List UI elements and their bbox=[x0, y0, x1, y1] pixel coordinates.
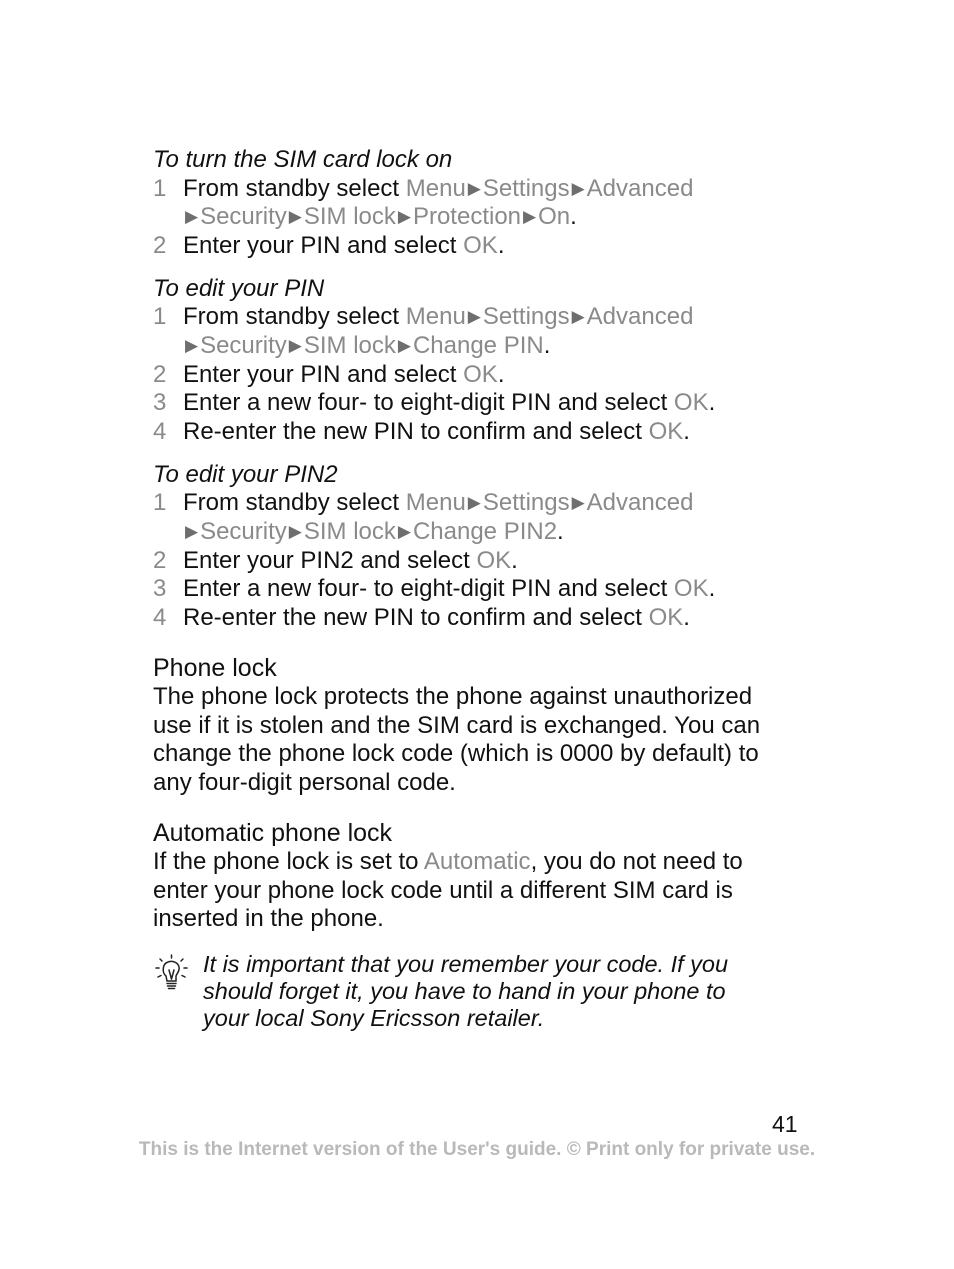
step-2: 2 Enter your PIN and select OK. bbox=[153, 361, 505, 388]
step-3: 3 Enter a new four- to eight-digit PIN and select OK. bbox=[153, 389, 716, 416]
ok-softkey: OK bbox=[648, 604, 684, 631]
arrow-icon: ▶ bbox=[288, 522, 302, 541]
step-1-continued: ▶Security ▶SIM lock ▶Change PIN. bbox=[185, 332, 551, 359]
arrow-icon: ▶ bbox=[397, 207, 411, 226]
automatic-option: Automatic bbox=[423, 848, 531, 875]
step-3: 3 Enter a new four- to eight-digit PIN and select OK. bbox=[153, 575, 716, 602]
arrow-icon: ▶ bbox=[571, 307, 585, 326]
menu-item: Change PIN2 bbox=[412, 518, 558, 545]
ok-softkey: OK bbox=[463, 232, 498, 259]
menu-item: Settings bbox=[482, 303, 570, 330]
section-title-edit-pin: To edit your PIN bbox=[153, 275, 325, 302]
ok-softkey: OK bbox=[476, 547, 512, 574]
ok-softkey: OK bbox=[673, 575, 709, 602]
arrow-icon: ▶ bbox=[467, 179, 481, 198]
step-number: 4 bbox=[153, 604, 167, 631]
menu-item: Advanced bbox=[586, 175, 694, 202]
menu-item: On bbox=[538, 203, 571, 230]
arrow-icon: ▶ bbox=[288, 336, 302, 355]
menu-item: Security bbox=[200, 518, 287, 545]
arrow-icon: ▶ bbox=[288, 207, 302, 226]
ok-softkey: OK bbox=[463, 361, 498, 388]
step-2: 2 Enter your PIN2 and select OK. bbox=[153, 547, 518, 574]
arrow-icon: ▶ bbox=[397, 522, 411, 541]
automatic-lock-paragraph: If the phone lock is set to Automatic, you do not need to enter your phone lock code until a different SIM card is inserted in the phone. bbox=[153, 848, 743, 933]
lightbulb-icon bbox=[152, 954, 194, 994]
step-number: 1 bbox=[153, 303, 167, 330]
arrow-icon: ▶ bbox=[185, 522, 199, 541]
menu-item: Advanced bbox=[586, 303, 694, 330]
menu-item: SIM lock bbox=[303, 203, 396, 230]
ok-softkey: OK bbox=[673, 389, 709, 416]
menu-item: Settings bbox=[482, 489, 570, 516]
section-title-edit-pin2: To edit your PIN2 bbox=[153, 461, 338, 488]
step-2: 2 Enter your PIN and select OK. bbox=[153, 232, 505, 259]
section-title-sim-lock-on: To turn the SIM card lock on bbox=[153, 146, 453, 173]
arrow-icon: ▶ bbox=[467, 307, 481, 326]
step-1: 1 From standby select Menu ▶Settings ▶Advanced bbox=[153, 175, 694, 202]
menu-item: Menu bbox=[405, 489, 466, 516]
step-number: 1 bbox=[153, 175, 167, 202]
menu-item: Menu bbox=[405, 175, 466, 202]
arrow-icon: ▶ bbox=[467, 493, 481, 512]
step-number: 1 bbox=[153, 489, 167, 516]
footer-notice: This is the Internet version of the User's guide. © Print only for private use. bbox=[138, 1139, 816, 1160]
tip-note: It is important that you remember your code. If you should forget it, you have to hand in your phone to your local Sony Ericsson retailer. bbox=[203, 951, 729, 1031]
step-1: 1 From standby select Menu ▶Settings ▶Advanced bbox=[153, 303, 694, 330]
step-number: 3 bbox=[153, 389, 167, 416]
arrow-icon: ▶ bbox=[397, 336, 411, 355]
ok-softkey: OK bbox=[648, 418, 684, 445]
arrow-icon: ▶ bbox=[185, 336, 199, 355]
step-4: 4 Re-enter the new PIN to confirm and select OK. bbox=[153, 604, 690, 631]
arrow-icon: ▶ bbox=[571, 493, 585, 512]
arrow-icon: ▶ bbox=[523, 207, 537, 226]
step-4: 4 Re-enter the new PIN to confirm and select OK. bbox=[153, 418, 690, 445]
menu-item: SIM lock bbox=[303, 518, 396, 545]
heading-phone-lock: Phone lock bbox=[153, 654, 277, 682]
page-number: 41 bbox=[772, 1111, 798, 1137]
step-number: 2 bbox=[153, 547, 167, 574]
menu-item: SIM lock bbox=[303, 332, 396, 359]
menu-item: Advanced bbox=[586, 489, 694, 516]
menu-item: Security bbox=[200, 203, 287, 230]
step-number: 2 bbox=[153, 361, 167, 388]
step-1-continued: ▶Security ▶SIM lock ▶Protection ▶On. bbox=[185, 203, 577, 230]
menu-item: Change PIN bbox=[412, 332, 544, 359]
step-number: 4 bbox=[153, 418, 167, 445]
arrow-icon: ▶ bbox=[185, 207, 199, 226]
menu-item: Menu bbox=[405, 303, 466, 330]
step-1: 1 From standby select Menu ▶Settings ▶Advanced bbox=[153, 489, 694, 516]
menu-item: Settings bbox=[482, 175, 570, 202]
step-number: 2 bbox=[153, 232, 167, 259]
heading-automatic-phone-lock: Automatic phone lock bbox=[153, 819, 393, 847]
phone-lock-paragraph: The phone lock protects the phone against unauthorized use if it is stolen and the SIM card is exchanged. You can change the phone lock code (which is 0000 by default) to any four-digit personal code. bbox=[153, 683, 761, 797]
menu-item: Protection bbox=[412, 203, 522, 230]
step-number: 3 bbox=[153, 575, 167, 602]
arrow-icon: ▶ bbox=[571, 179, 585, 198]
menu-item: Security bbox=[200, 332, 287, 359]
step-1-continued: ▶Security ▶SIM lock ▶Change PIN2. bbox=[185, 518, 564, 545]
